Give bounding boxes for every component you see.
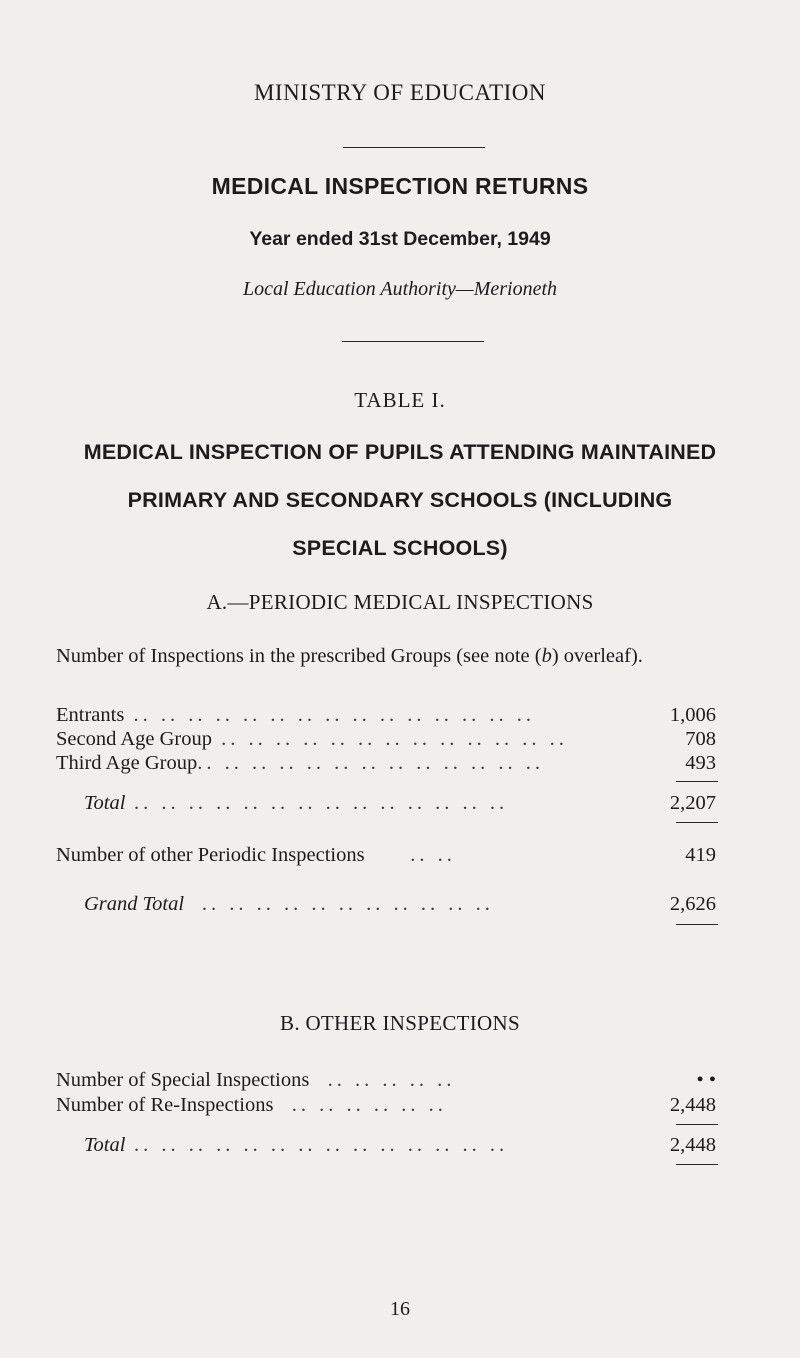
table-heading-line-3: SPECIAL SCHOOLS) bbox=[292, 536, 508, 560]
table-row: Entrants .. .. .. .. .. .. .. .. .. .. .. .. .. .. .. 1,006 bbox=[56, 704, 716, 726]
table-row: Number of Re-Inspections .. .. .. .. .. .. 2,448 bbox=[56, 1094, 716, 1116]
special-inspections-value: • • bbox=[696, 1069, 716, 1091]
year-line: Year ended 31st December, 1949 bbox=[249, 228, 551, 250]
grand-total-value: 2,626 bbox=[669, 893, 716, 915]
table-number: TABLE I. bbox=[354, 388, 446, 412]
section-a-intro: Number of Inspections in the prescribed Groups (see note (b) overleaf). bbox=[56, 645, 643, 667]
table-row: Number of Special Inspections .. .. .. .. .. • • bbox=[56, 1069, 716, 1091]
total-row: Total .. .. .. .. .. .. .. .. .. .. .. .. .. .. 2,207 bbox=[84, 792, 716, 814]
page-number: 16 bbox=[390, 1298, 410, 1320]
table-row: Second Age Group .. .. .. .. .. .. .. .. .. .. .. .. .. 708 bbox=[56, 728, 716, 750]
re-inspections-value: 2,448 bbox=[669, 1094, 716, 1116]
total-row: Total .. .. .. .. .. .. .. .. .. .. .. .. .. .. 2,448 bbox=[84, 1134, 716, 1156]
section-b-total-value: 2,448 bbox=[669, 1134, 716, 1156]
section-b-title: B. OTHER INSPECTIONS bbox=[280, 1011, 520, 1035]
table-row: Third Age Group.. .. .. .. .. .. .. .. .. .. .. .. .. 493 bbox=[56, 752, 716, 774]
divider-rule bbox=[343, 147, 485, 148]
ministry-title: MINISTRY OF EDUCATION bbox=[253, 80, 547, 105]
table-heading-line-1: MEDICAL INSPECTION OF PUPILS ATTENDING MAINTAINED bbox=[83, 440, 717, 464]
divider-rule bbox=[342, 341, 484, 342]
total-rule bbox=[676, 1164, 718, 1165]
total-rule bbox=[676, 822, 718, 823]
other-inspections-value: 419 bbox=[685, 844, 716, 866]
table-heading-line-2: PRIMARY AND SECONDARY SCHOOLS (INCLUDING bbox=[127, 488, 673, 512]
section-a-title: A.—PERIODIC MEDICAL INSPECTIONS bbox=[206, 590, 594, 614]
document-title: MEDICAL INSPECTION RETURNS bbox=[211, 173, 589, 199]
subtotal-rule bbox=[676, 1124, 718, 1125]
other-inspections-row: Number of other Periodic Inspections .. .. 419 bbox=[56, 844, 716, 866]
total-value: 2,207 bbox=[669, 792, 716, 814]
subtotal-rule bbox=[676, 781, 718, 782]
grand-total-rule bbox=[676, 924, 718, 925]
grand-total-row: Grand Total .. .. .. .. .. .. .. .. .. .. .. 2,626 bbox=[84, 893, 716, 915]
third-age-group-value: 493 bbox=[685, 752, 716, 774]
authority-line: Local Education Authority—Merioneth bbox=[242, 278, 558, 300]
entrants-value: 1,006 bbox=[669, 704, 716, 726]
second-age-group-value: 708 bbox=[685, 728, 716, 750]
